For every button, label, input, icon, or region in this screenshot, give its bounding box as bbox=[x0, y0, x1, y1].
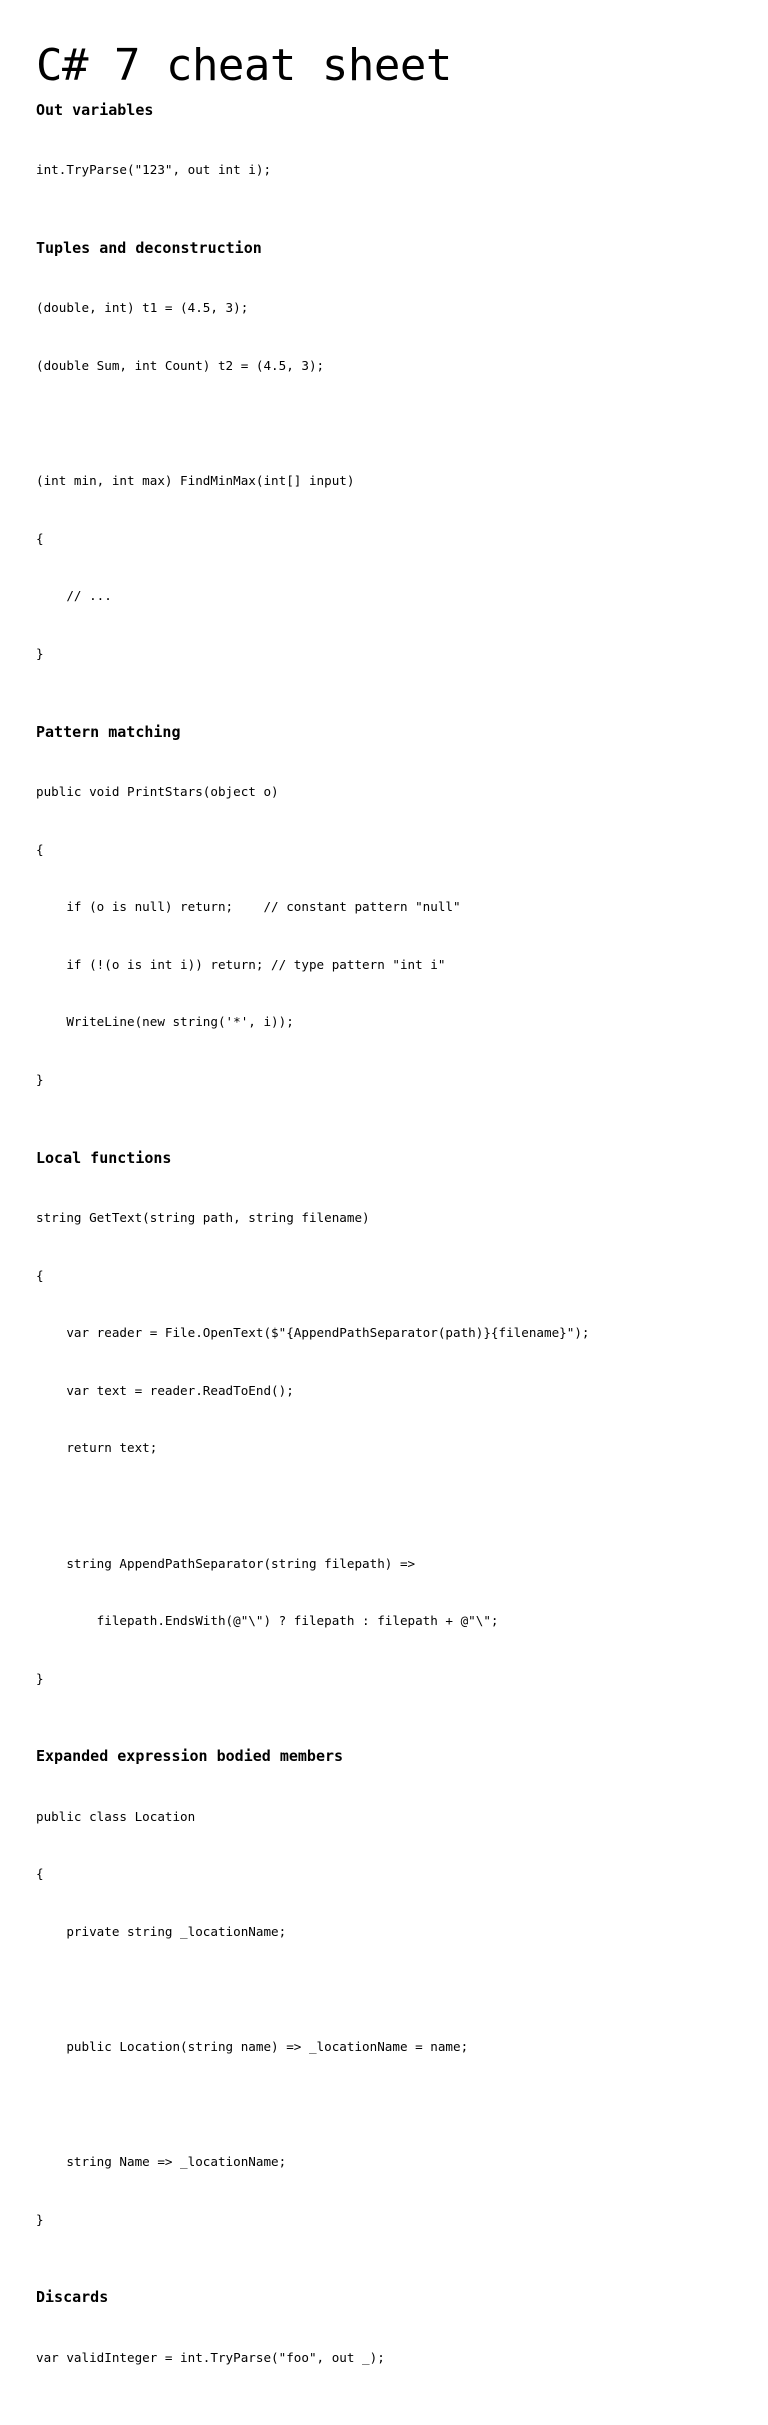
code-line: WriteLine(new string('*', i)); bbox=[36, 1014, 294, 1030]
section-heading: Out variables bbox=[36, 101, 154, 119]
section-expression-bodied-members bbox=[36, 1746, 744, 2267]
code-line bbox=[36, 2095, 744, 2114]
code-line: var validInteger = int.TryParse("foo", out _); bbox=[36, 2349, 385, 2365]
code-line: { bbox=[36, 530, 44, 546]
code-line: int.TryParse("123", out int i); bbox=[36, 162, 272, 178]
section-out-variables bbox=[36, 100, 744, 218]
code-block bbox=[36, 1768, 744, 2267]
code-block bbox=[36, 122, 744, 218]
code-line: } bbox=[36, 2211, 44, 2227]
code-line: private string _locationName; bbox=[36, 1923, 287, 1939]
code-line: if (!(o is int i)) return; // type pattern "int i" bbox=[36, 956, 446, 972]
code-line bbox=[36, 1979, 744, 1998]
code-line: // ... bbox=[36, 588, 112, 604]
code-line: public Location(string name) => _locationName = name; bbox=[36, 2039, 469, 2055]
code-line: } bbox=[36, 1071, 44, 1087]
code-block bbox=[36, 260, 744, 702]
section-local-functions bbox=[36, 1148, 744, 1727]
section-heading: Pattern matching bbox=[36, 722, 181, 741]
code-line: string Name => _locationName; bbox=[36, 2154, 287, 2170]
code-line: var text = reader.ReadToEnd(); bbox=[36, 1382, 294, 1398]
code-line: } bbox=[36, 645, 44, 661]
code-line: (int min, int max) FindMinMax(int[] input) bbox=[36, 473, 355, 489]
code-line: { bbox=[36, 1866, 44, 1882]
code-block bbox=[36, 744, 744, 1128]
document-page bbox=[36, 38, 744, 2425]
code-line: string AppendPathSeparator(string filepath) => bbox=[36, 1555, 416, 1571]
code-line: filepath.EndsWith(@"\") ? filepath : filepath + @"\"; bbox=[36, 1613, 499, 1629]
page-title: C# 7 cheat sheet bbox=[36, 40, 452, 91]
section-discards bbox=[36, 2287, 744, 2405]
code-block bbox=[36, 2309, 744, 2405]
section-heading: Expanded expression bodied members bbox=[36, 1747, 344, 1766]
code-line bbox=[36, 1496, 744, 1515]
code-line: { bbox=[36, 841, 44, 857]
code-line: } bbox=[36, 1670, 44, 1686]
section-tuples bbox=[36, 238, 744, 702]
code-line: (double, int) t1 = (4.5, 3); bbox=[36, 300, 249, 316]
section-pattern-matching bbox=[36, 722, 744, 1128]
code-line bbox=[36, 414, 744, 433]
code-line: { bbox=[36, 1267, 44, 1283]
code-line: return text; bbox=[36, 1440, 158, 1456]
code-block bbox=[36, 1170, 744, 1727]
code-line: if (o is null) return; // constant pattern "null" bbox=[36, 899, 461, 915]
code-line: string GetText(string path, string filename) bbox=[36, 1209, 370, 1225]
code-line: (double Sum, int Count) t2 = (4.5, 3); bbox=[36, 358, 325, 373]
section-heading: Local functions bbox=[36, 1148, 172, 1167]
code-line: var reader = File.OpenText($"{AppendPathSeparator(path)}{filename}"); bbox=[36, 1325, 590, 1341]
code-line: public class Location bbox=[36, 1808, 196, 1824]
code-line: public void PrintStars(object o) bbox=[36, 783, 279, 799]
section-heading: Discards bbox=[36, 2288, 109, 2307]
section-heading: Tuples and deconstruction bbox=[36, 239, 262, 257]
